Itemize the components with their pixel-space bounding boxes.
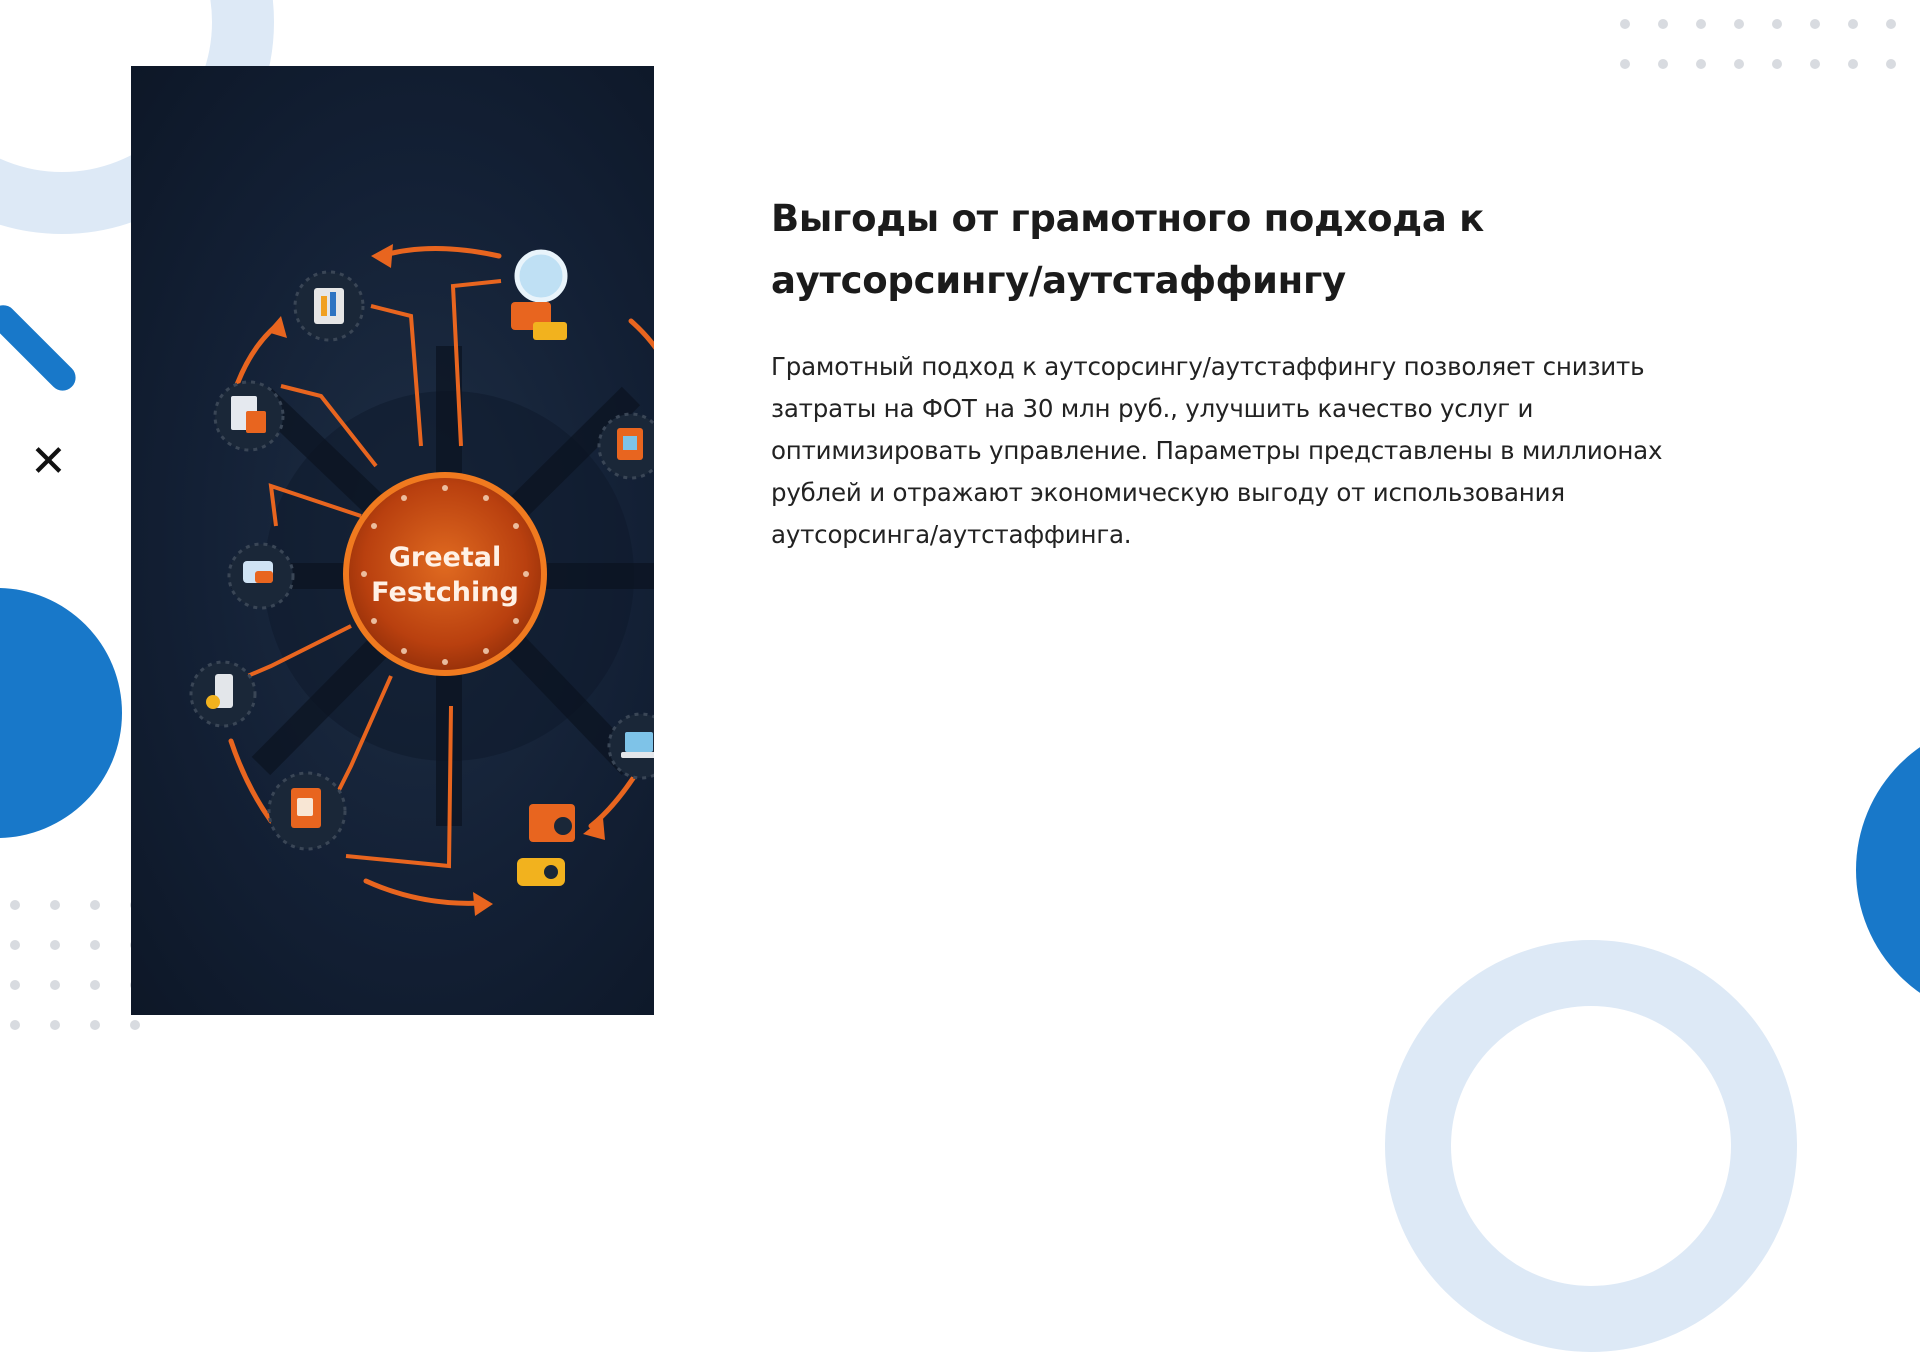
slide-content	[771, 188, 1691, 556]
slide-title: Выгоды от грамотного подхода к аутсорсингу/аутстаффингу	[771, 197, 1484, 302]
hub-diagram	[131, 66, 654, 1015]
decor-ring-bottom	[1385, 940, 1797, 1352]
magnifier-icon	[511, 252, 567, 340]
book-icon	[269, 773, 345, 849]
decor-dot-grid-top-right	[1620, 19, 1896, 69]
hub-label-line2: Festching	[371, 577, 519, 608]
camera-icon	[517, 804, 575, 886]
mobile-icon	[191, 662, 255, 726]
decor-blue-circle-left	[0, 588, 122, 838]
chat-icon	[229, 544, 293, 608]
music-icon	[295, 272, 363, 340]
decor-blue-circle-right	[1856, 720, 1920, 1020]
decor-blue-stroke	[0, 300, 81, 396]
document-icon	[215, 382, 283, 450]
close-icon: ✕	[30, 436, 67, 487]
hub-illustration	[131, 66, 654, 1015]
slide-body-text: Грамотный подход к аутсорсингу/аутстаффингу позволяет снизить затраты на ФОТ на 30 млн руб., улучшить качество услуг и оптимизировать управление. Параметры представлены в миллионах рублей и отражают экономическую выгоду от использования аутсорсинга/аутстаффинга.	[771, 352, 1663, 549]
decor-dot-grid-bottom-left	[10, 900, 140, 1030]
hub-label-line1: Greetal	[388, 542, 502, 573]
